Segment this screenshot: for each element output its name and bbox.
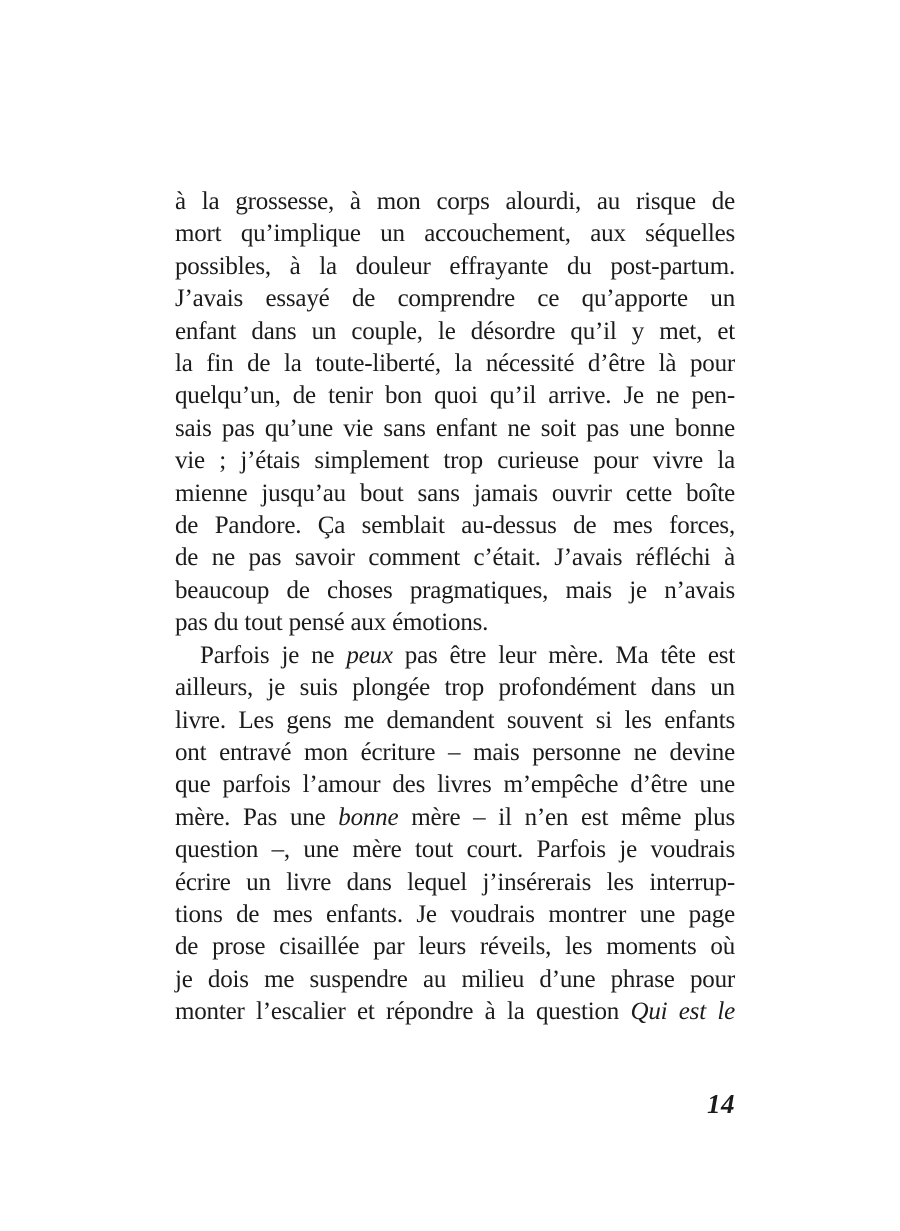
text-line: [175, 218, 735, 250]
text-line: [175, 672, 735, 704]
text-segment: vie ; j’étais simplement trop curieuse pour vivre la: [175, 447, 735, 475]
text-segment: de ne pas savoir comment c’était. J’avais réfléchi à: [175, 544, 735, 572]
text-segment: beaucoup de choses pragmatiques, mais je n’avais: [175, 576, 735, 604]
text-segment: écrire un livre dans lequel j’insérerais les interrup-: [175, 868, 735, 896]
text-segment: de Pandore. Ça semblait au-dessus de mes forces,: [175, 512, 735, 540]
text-segment: à la grossesse, à mon corps alourdi, au risque de: [175, 188, 735, 215]
text-segment: possibles, à la douleur effrayante du post-partum.: [175, 252, 735, 280]
text-line: [175, 348, 735, 380]
text-segment: de prose cisaillée par leurs réveils, les moments où: [175, 933, 735, 961]
text-line: [175, 380, 735, 412]
text-line: [175, 510, 735, 542]
text-line: [175, 996, 735, 1028]
text-segment: ailleurs, je suis plongée trop profondément dans un: [175, 674, 735, 702]
text-segment: que parfois l’amour des livres m’empêche d’être une: [175, 771, 735, 799]
text-line: [175, 478, 735, 510]
paragraph-2: [175, 640, 735, 1029]
emphasized-text: peux: [346, 641, 393, 669]
text-line: [175, 931, 735, 963]
text-line: [175, 899, 735, 931]
text-line: [175, 445, 735, 477]
text-line: [175, 251, 735, 283]
text-line: [175, 705, 735, 737]
text-line: [175, 413, 735, 445]
text-segment: livre. Les gens me demandent souvent si les enfants: [175, 706, 735, 734]
text-segment: Parfois je ne: [200, 641, 347, 669]
body-text: [175, 186, 735, 1029]
text-line: [175, 316, 735, 348]
text-line: [175, 769, 735, 801]
text-segment: ont entravé mon écriture – mais personne ne devine: [175, 738, 735, 766]
text-line: [175, 542, 735, 574]
text-segment: mort qu’implique un accouchement, aux séquelles: [175, 220, 735, 248]
text-segment: quelqu’un, de tenir bon quoi qu’il arrive. Je ne pen-: [175, 382, 735, 410]
text-line: [175, 834, 735, 866]
text-line: [175, 575, 735, 607]
paragraph-1: [175, 186, 735, 640]
emphasized-text: bonne: [338, 803, 399, 831]
text-segment: mère – il n’en est même plus: [398, 803, 735, 831]
text-segment: enfant dans un couple, le désordre qu’il y met, et: [175, 317, 735, 345]
text-line: [175, 640, 735, 672]
text-segment: mienne jusqu’au bout sans jamais ouvrir cette boîte: [175, 479, 735, 507]
text-segment: pas être leur mère. Ma tête est: [392, 641, 735, 669]
text-segment: je dois me suspendre au milieu d’une phrase pour: [175, 965, 735, 993]
text-segment: tions de mes enfants. Je voudrais montrer une page: [175, 900, 735, 928]
text-line: [175, 737, 735, 769]
text-segment: mère. Pas une: [175, 803, 339, 831]
text-line: [175, 802, 735, 834]
text-segment: la fin de la toute-liberté, la nécessité d’être là pour: [175, 350, 735, 378]
text-segment: monter l’escalier et répondre à la question: [175, 998, 631, 1026]
page-number: 14: [707, 1089, 735, 1119]
text-segment: J’avais essayé de comprendre ce qu’apporte un: [175, 285, 735, 313]
emphasized-text: Qui est le: [630, 998, 735, 1026]
text-line: [175, 867, 735, 899]
text-line: [175, 283, 735, 315]
text-line: [175, 607, 735, 639]
text-segment: pas du tout pensé aux émotions.: [175, 609, 489, 637]
text-segment: sais pas qu’une vie sans enfant ne soit pas une bonne: [175, 414, 735, 442]
text-line: [175, 186, 735, 218]
text-segment: question –, une mère tout court. Parfois je voudrais: [175, 836, 735, 864]
text-line: [175, 964, 735, 996]
